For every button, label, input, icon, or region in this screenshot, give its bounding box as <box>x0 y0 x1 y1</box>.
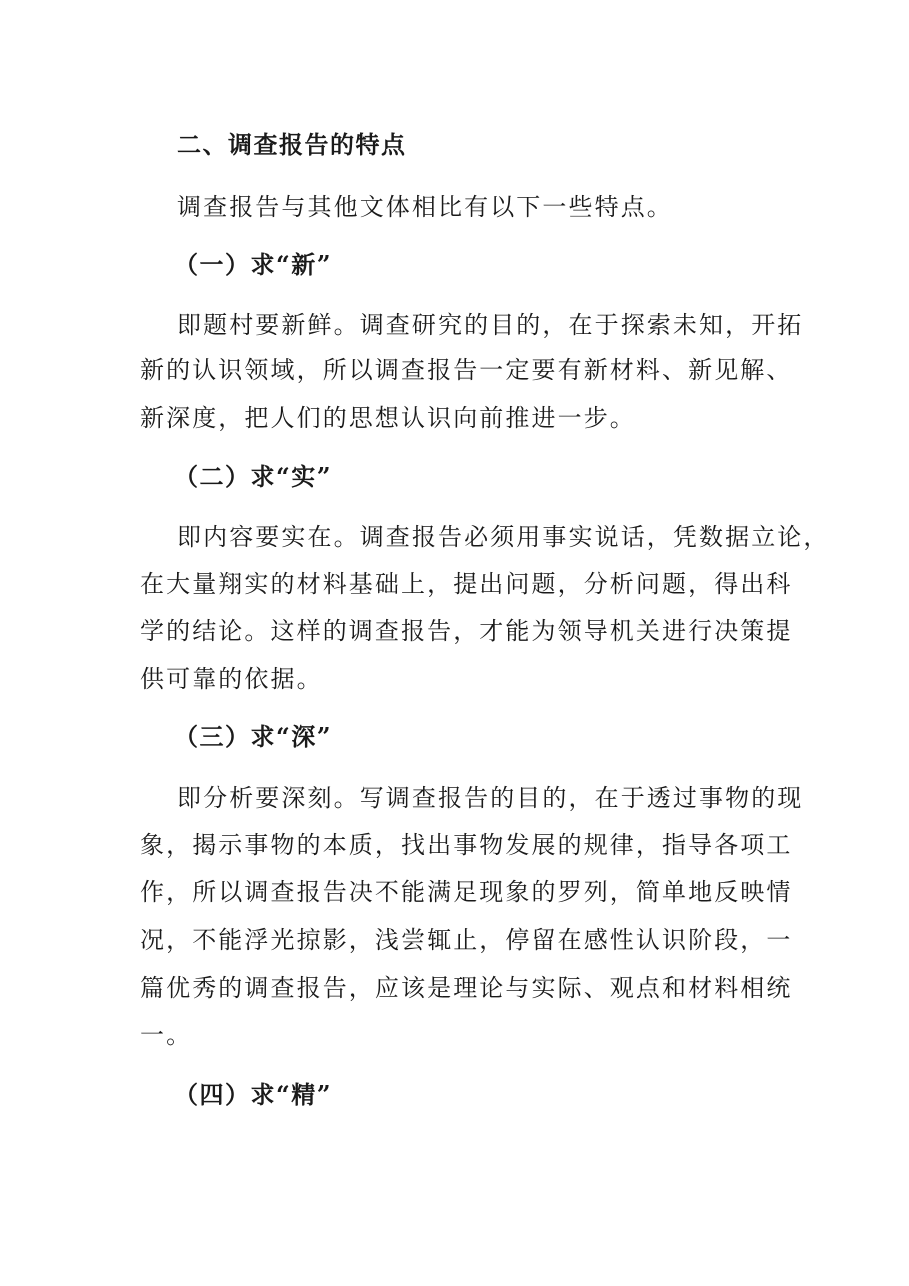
paragraph-line: 即题村要新鲜。调查研究的目的，在于探索未知，开拓 <box>177 311 804 339</box>
paragraph-line: 供可靠的依据。 <box>140 665 323 693</box>
paragraph-line: 在大量翔实的材料基础上，提出问题，分析问题，得出科 <box>140 570 793 598</box>
paragraph-line: 况，不能浮光掠影，浅尝辄止，停留在感性认识阶段，一 <box>140 926 793 954</box>
subsection-heading-3: （三）求“深” <box>174 722 333 751</box>
paragraph-line: 学的结论。这样的调查报告，才能为领导机关进行决策提 <box>140 617 793 645</box>
paragraph-line: 篇优秀的调查报告，应该是理论与实际、观点和材料相统 <box>140 974 793 1002</box>
subsection-heading-4: （四）求“精” <box>174 1080 333 1109</box>
paragraph-line: 新深度，把人们的思想认识向前推进一步。 <box>140 404 636 432</box>
paragraph-line: 一。 <box>140 1021 193 1049</box>
paragraph-line: 新的认识领域，所以调查报告一定要有新材料、新见解、 <box>140 356 793 384</box>
paragraph-line: 即分析要深刻。写调查报告的目的，在于透过事物的现 <box>177 784 804 812</box>
section-heading: 二、调查报告的特点 <box>177 130 407 159</box>
subsection-heading-2: （二）求“实” <box>174 462 333 491</box>
paragraph-line: 作，所以调查报告决不能满足现象的罗列，简单地反映情 <box>140 878 793 906</box>
intro-paragraph: 调查报告与其他文体相比有以下一些特点。 <box>177 193 673 221</box>
subsection-heading-1: （一）求“新” <box>174 250 333 279</box>
paragraph-line: 象，揭示事物的本质，找出事物发展的规律，指导各项工 <box>140 831 793 859</box>
paragraph-line: 即内容要实在。调查报告必须用事实说话，凭数据立论， <box>177 523 830 551</box>
